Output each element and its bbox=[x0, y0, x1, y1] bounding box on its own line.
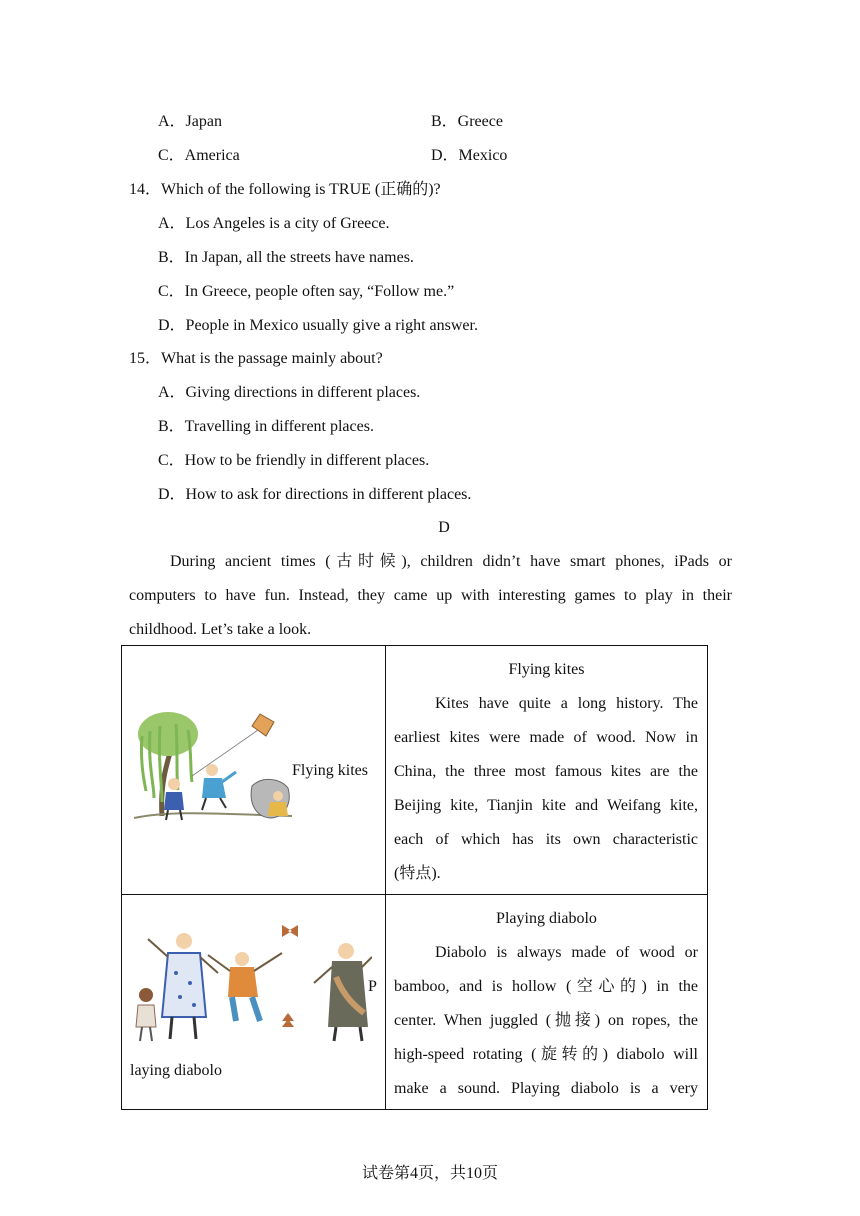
q15-stem: 15．What is the passage mainly about? bbox=[129, 350, 383, 367]
q14-stem: 14．Which of the following is TRUE (正确的)? bbox=[129, 181, 441, 198]
q14-option-b: B．In Japan, all the streets have names. bbox=[158, 249, 414, 266]
table-row-diabolo bbox=[122, 895, 708, 1110]
q15-option-d: D．How to ask for directions in different places. bbox=[158, 486, 472, 503]
kite-line-2: earliest kites were made of wood. Now in bbox=[394, 729, 698, 746]
diabolo-picture-label-rest: laying diabolo bbox=[130, 1062, 222, 1079]
diabolo-title: Playing diabolo bbox=[496, 910, 597, 927]
intro-line-1: During ancient times (古时候), children didn’t have smart phones, iPads or bbox=[170, 553, 732, 570]
kite-text-cell bbox=[386, 646, 708, 895]
section-letter: D bbox=[438, 519, 450, 536]
q15-option-a: A．Giving directions in different places. bbox=[158, 384, 421, 401]
q13-option-d: D．Mexico bbox=[431, 147, 508, 164]
diabolo-line-3: center. When juggled (抛接) on ropes, the bbox=[394, 1012, 698, 1029]
q14-option-a: A．Los Angeles is a city of Greece. bbox=[158, 215, 390, 232]
kite-line-4: Beijing kite, Tianjin kite and Weifang kite, bbox=[394, 797, 698, 814]
kite-line-3: China, the three most famous kites are the bbox=[394, 763, 698, 780]
page-footer: 试卷第4页，共10页 bbox=[361, 1165, 498, 1182]
intro-line-2: computers to have fun. Instead, they came up with interesting games to play in their bbox=[129, 587, 732, 604]
q14-option-d: D．People in Mexico usually give a right answer. bbox=[158, 317, 478, 334]
q13-option-b: B．Greece bbox=[431, 113, 503, 130]
kite-illustration bbox=[132, 706, 294, 828]
kite-picture-label: Flying kites bbox=[292, 762, 369, 779]
q13-option-a: A．Japan bbox=[158, 113, 222, 130]
q15-option-c: C．How to be friendly in different places. bbox=[158, 452, 430, 469]
games-table bbox=[121, 645, 708, 1110]
diabolo-illustration bbox=[132, 917, 372, 1049]
kite-line-6: (特点). bbox=[394, 865, 441, 882]
diabolo-line-5: make a sound. Playing diabolo is a very bbox=[394, 1080, 698, 1097]
diabolo-picture-label-p: P bbox=[368, 978, 377, 995]
diabolo-line-1: Diabolo is always made of wood or bbox=[435, 944, 698, 961]
diabolo-picture-cell bbox=[122, 895, 386, 1110]
intro-line-3: childhood. Let’s take a look. bbox=[129, 621, 312, 638]
kite-picture-cell bbox=[122, 646, 386, 895]
q14-option-c: C．In Greece, people often say, “Follow me.” bbox=[158, 283, 455, 300]
kite-title: Flying kites bbox=[508, 661, 585, 678]
q15-option-b: B．Travelling in different places. bbox=[158, 418, 374, 435]
diabolo-line-2: bamboo, and is hollow (空心的) in the bbox=[394, 978, 698, 995]
kite-line-1: Kites have quite a long history. The bbox=[435, 695, 698, 712]
kite-line-5: each of which has its own characteristic bbox=[394, 831, 698, 848]
diabolo-line-4: high-speed rotating (旋转的) diabolo will bbox=[394, 1046, 698, 1063]
q13-option-c: C．America bbox=[158, 147, 240, 164]
table-row-kites bbox=[122, 646, 708, 895]
diabolo-text-cell bbox=[386, 895, 708, 1110]
